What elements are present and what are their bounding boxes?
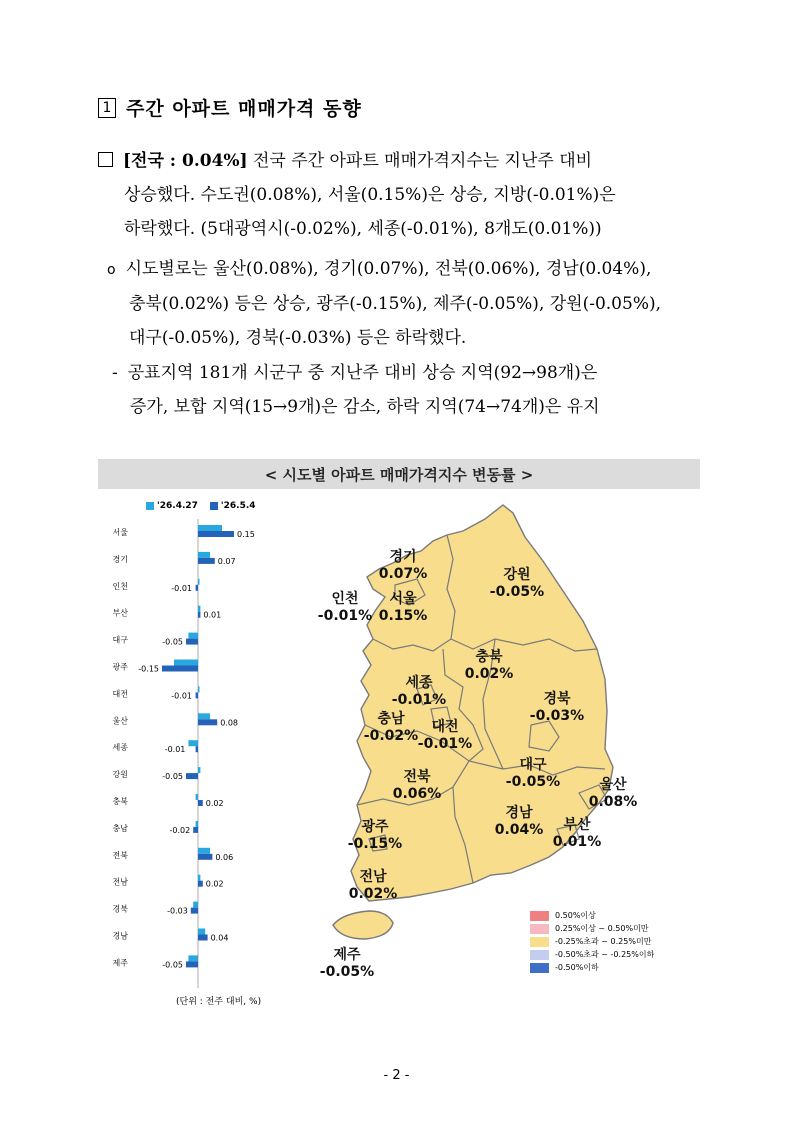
bar-서울-series-1: [198, 525, 222, 531]
bar-인천-series-1: [198, 579, 200, 585]
circle-bullet-icon: o: [107, 262, 116, 278]
map-legend-item: [530, 935, 654, 948]
category-label: 충남: [112, 823, 128, 833]
category-label: 경기: [112, 554, 128, 564]
category-label: 울산: [112, 716, 128, 726]
map-region-value: -0.03%: [529, 708, 585, 724]
bar-경남-series-1: [198, 929, 205, 935]
bar-전북-series-1: [198, 848, 210, 854]
map-region-name: 부산: [563, 817, 591, 833]
bar-제주-series-1: [188, 955, 198, 961]
bar-세종-series-1: [188, 740, 198, 746]
map-legend-item: [530, 961, 654, 974]
page-number: - 2 -: [383, 1068, 410, 1083]
data-label: -0.05: [162, 772, 183, 782]
map-region-name: 충남: [377, 711, 405, 727]
map-region-name: 강원: [503, 567, 531, 583]
bar-충북-series-2: [198, 800, 203, 806]
data-label: -0.05: [162, 960, 183, 970]
bar-울산-series-1: [198, 713, 210, 719]
dash-bullet-icon: -: [112, 363, 118, 383]
map-region-value: -0.05%: [505, 774, 561, 790]
data-label: 0.01: [203, 610, 222, 620]
para2-line2: 충북(0.02%) 등은 상승, 광주(-0.15%), 제주(-0.05%), 강원(-0.05%),: [129, 294, 662, 314]
legend-swatch: [530, 911, 549, 921]
data-label: 0.07: [217, 556, 236, 566]
data-label: 0.04: [210, 933, 229, 943]
bar-강원-series-1: [198, 767, 200, 773]
map-region-value: 0.04%: [494, 822, 544, 838]
bar-울산-series-2: [198, 719, 217, 725]
legend-swatch: [530, 924, 549, 934]
map-legend-item: [530, 948, 654, 961]
map-legend-label: 0.25%이상 ~ 0.50%미만: [555, 924, 649, 933]
jeju-shape: [333, 911, 393, 939]
bar-충남-series-2: [193, 827, 198, 833]
legend-swatch: [146, 502, 154, 510]
legend-item-series-1: [146, 501, 198, 511]
category-label: 세종: [112, 743, 128, 753]
map-region-value: -0.01%: [417, 736, 473, 752]
para2-line3: 대구(-0.05%), 경북(-0.03%) 등은 하락했다.: [129, 328, 467, 348]
map-region-name: 대구: [519, 757, 547, 773]
category-label: 경남: [112, 931, 128, 941]
map-legend-item: [530, 909, 654, 922]
map-region-name: 전북: [403, 769, 431, 785]
bar-대전-series-2: [196, 692, 198, 698]
bar-인천-series-2: [196, 585, 198, 591]
category-label: 전북: [112, 850, 128, 860]
bar-강원-series-2: [186, 773, 198, 779]
map-region-name: 울산: [599, 777, 627, 793]
para3-line1: 공표지역 181개 시군구 중 지난주 대비 상승 지역(92→98개)은: [127, 363, 598, 383]
figure-regional-changes: [98, 459, 700, 1014]
category-label: 대구: [112, 635, 128, 645]
national-lead: [전국 : 0.04%]: [123, 151, 248, 171]
map-legend-item: [530, 922, 654, 935]
map-region-value: 0.02%: [348, 886, 398, 902]
category-label: 충북: [112, 797, 128, 806]
map-region-value: 0.15%: [378, 608, 428, 624]
category-label: 제주: [112, 958, 128, 968]
map-region-name: 경남: [505, 805, 533, 821]
map-legend: [530, 909, 654, 974]
data-label: -0.01: [164, 745, 186, 755]
map-region-name: 광주: [361, 819, 389, 835]
data-label: -0.02: [169, 825, 191, 835]
category-label: 광주: [112, 662, 128, 672]
map-legend-label: -0.50%이하: [555, 963, 599, 972]
para3-line2: 증가, 보합 지역(15→9개)은 감소, 하락 지역(74→74개)은 유지: [130, 397, 600, 417]
bar-서울-series-2: [198, 531, 234, 537]
data-label: -0.01: [171, 583, 192, 593]
category-label: 부산: [112, 608, 128, 618]
map-region-value: -0.15%: [347, 836, 403, 852]
bar-충남-series-1: [196, 821, 198, 827]
para2-line1: 시도별로는 울산(0.08%), 경기(0.07%), 전북(0.06%), 경남(0.04%),: [125, 259, 652, 279]
legend-swatch: [530, 950, 549, 960]
para1-line3: 하락했다. (5대광역시(-0.02%), 세종(-0.01%), 8개도(0.01%)): [124, 219, 602, 239]
para1-line1: 전국 주간 아파트 매매가격지수는 지난주 대비: [247, 151, 593, 171]
bar-chart: [98, 519, 298, 999]
bar-chart-legend: [146, 501, 256, 511]
map-region-name: 대전: [431, 719, 459, 735]
checkbox-bullet-icon: [98, 152, 113, 167]
map-region-value: 0.06%: [392, 786, 442, 802]
bar-경북-series-1: [193, 902, 198, 908]
map-region-name: 경북: [543, 691, 571, 707]
category-label: 인천: [112, 581, 128, 591]
bar-대구-series-1: [188, 633, 198, 639]
paragraph-districts: [112, 356, 600, 424]
map-region-name: 충북: [475, 649, 503, 665]
section-number-box: 1: [98, 98, 116, 118]
legend-swatch: [530, 963, 549, 973]
legend-swatch: [530, 937, 549, 947]
category-label: 서울: [112, 528, 128, 537]
bar-부산-series-1: [198, 606, 200, 612]
map-region-name: 세종: [405, 675, 433, 691]
map-region-value: 0.08%: [588, 794, 638, 810]
data-label: 0.06: [215, 852, 234, 862]
map-region-value: -0.02%: [363, 728, 419, 744]
data-label: 0.08: [220, 718, 239, 728]
legend-label: '26.5.4: [220, 501, 256, 511]
bar-전북-series-2: [198, 854, 212, 860]
category-label: 대전: [112, 689, 128, 699]
bar-부산-series-2: [198, 612, 200, 618]
map-region-value: -0.01%: [317, 608, 373, 624]
map-legend-label: -0.25%초과 ~ 0.25%미만: [555, 937, 652, 946]
bar-광주-series-2: [162, 666, 198, 672]
bar-전남-series-2: [198, 881, 203, 887]
unit-note: (단위 : 전주 대비, %): [176, 997, 262, 1007]
section-title-text: 주간 아파트 매매가격 동향: [126, 98, 362, 120]
map-region-name: 제주: [333, 947, 361, 963]
bar-전남-series-1: [198, 875, 200, 881]
bar-경북-series-2: [191, 908, 198, 914]
legend-label: '26.4.27: [157, 501, 198, 511]
map-region-value: 0.01%: [552, 834, 602, 850]
data-label: 0.02: [205, 879, 224, 889]
data-label: -0.05: [162, 637, 183, 647]
bar-대구-series-2: [186, 639, 198, 645]
bar-경기-series-2: [198, 558, 215, 564]
category-label: 전남: [112, 877, 128, 887]
map-region-value: 0.02%: [464, 666, 514, 682]
data-label: -0.03: [167, 906, 188, 916]
paragraph-regions: [107, 252, 661, 355]
legend-swatch: [210, 502, 218, 510]
section-title: [98, 94, 362, 121]
map-region-value: -0.05%: [319, 964, 375, 980]
map-region-name: 경기: [389, 549, 417, 565]
category-label: 경북: [112, 904, 128, 914]
map-region-name: 서울: [389, 591, 417, 607]
map-region-value: 0.07%: [378, 566, 428, 582]
bar-대전-series-1: [198, 686, 200, 692]
map-region-value: -0.05%: [489, 584, 545, 600]
bar-경기-series-1: [198, 552, 210, 558]
data-label: -0.01: [171, 691, 192, 701]
data-label: -0.15: [138, 664, 159, 674]
figure-header: < 시도별 아파트 매매가격지수 변동률 >: [98, 459, 700, 489]
bar-세종-series-2: [196, 746, 198, 752]
bar-제주-series-2: [186, 961, 198, 967]
bar-경남-series-2: [198, 935, 208, 941]
legend-item-series-2: [210, 501, 256, 511]
bar-광주-series-1: [174, 660, 198, 666]
paragraph-national: [98, 144, 616, 246]
category-label: 강원: [112, 770, 128, 780]
map-legend-label: 0.50%이상: [555, 911, 596, 920]
map-region-name: 전남: [359, 869, 387, 885]
para1-line2: 상승했다. 수도권(0.08%), 서울(0.15%)은 상승, 지방(-0.01%)은: [124, 185, 616, 205]
data-label: 0.15: [237, 530, 255, 539]
map-region-name: 인천: [331, 591, 359, 607]
map-region-value: -0.01%: [391, 692, 447, 708]
bar-충북-series-1: [196, 794, 198, 800]
data-label: 0.02: [205, 799, 224, 808]
map-legend-label: -0.50%초과 ~ -0.25%이하: [555, 950, 655, 959]
